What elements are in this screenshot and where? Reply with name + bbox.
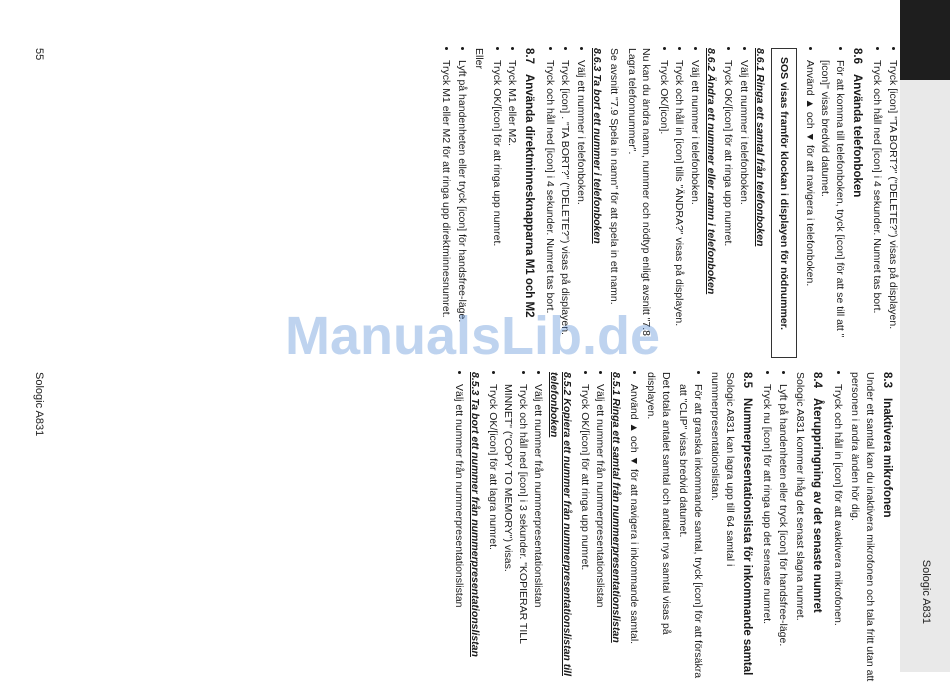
- watermark: ManualsLib.de: [285, 306, 661, 366]
- list-item: • Lyft på handenheten eller tryck [icon] för handsfree-läge.: [776, 384, 791, 682]
- section-heading: 8.5Nummerpresentationslista för inkommande samtal: [741, 372, 753, 676]
- list-item: • Tryck och håll ned [icon] i 4 sekunder. Numret tas bort.: [870, 60, 885, 358]
- list-item: • Tryck M1 eller M2 för att ringa upp direktminnesnumret.: [439, 60, 454, 358]
- paragraph: Se avsnitt "7.9 Spela in namn" för att spela in ett namn.: [608, 48, 621, 305]
- list-item: • Välj ett nummer i telefonboken.: [737, 60, 752, 358]
- list-item: • Tryck [icon] . "TA BORT?" ("DELETE?") visas på displayen.: [558, 60, 573, 358]
- paragraph: Det totala antalet samtal och antalet nya samtal visas på displayen.: [645, 372, 672, 635]
- list-item: • Använd ▲ och ▼ för att navigera i telefonboken.: [803, 60, 818, 358]
- section-heading: 8.7Använda direktminnesknapparna M1 och M2: [523, 48, 536, 318]
- list-item: • För att granska inkommande samtal, tryck [icon] för att försäkra att "CLIP" visas bredvid datumet.: [676, 384, 705, 682]
- list-item: • Tryck och håll in [icon] tills "ÄNDRA?" visas på displayen.: [672, 60, 687, 358]
- footer-model: Sologic A831: [33, 372, 45, 437]
- subsection-heading: 8.6.3 Ta bort ett nummer i telefonboken: [591, 48, 603, 244]
- list-item: • Tryck nu [icon] för att ringa upp det senaste numret.: [760, 384, 775, 682]
- chapter-tab: [900, 0, 950, 80]
- list-item: • Tryck OK/[icon] för att lagra numret.: [486, 384, 501, 682]
- list-item: • Tryck och håll in [icon] för att avaktivera mikrofonen.: [831, 384, 846, 682]
- paragraph: Nu kan du ändra namn, nummer och nödtyp enligt avsnitt "7.8 Lagra telefonnummer".: [626, 48, 653, 336]
- list-item: • Välj ett nummer från nummerpresentationslistan: [531, 384, 546, 682]
- sos-note-box: SOS visas framför klockan i displayen för nödnummer.: [771, 48, 798, 358]
- subsection-heading: 8.6.1 Ringa ett samtal från telefonboken: [754, 48, 766, 247]
- subsection-heading: 8.5.2 Kopiera ett nummer från nummerpresentationslistan till telefonboken: [548, 372, 574, 676]
- paragraph: Sologic A831 kan lagra upp till 64 samtal i nummerpresentationslistan.: [709, 372, 736, 567]
- list-item: • Välj ett nummer i telefonboken.: [688, 60, 703, 358]
- paragraph: Under ett samtal kan du inaktivera mikrofonen och tala fritt utan att personen i andra änden hör dig.: [849, 372, 876, 682]
- list-item: • Tryck OK/[icon].: [657, 60, 672, 358]
- paragraph: Sologic A831 kommer ihåg det senast slagna numret.: [794, 372, 807, 621]
- page-number: 55: [33, 48, 45, 61]
- top-list: [870, 48, 900, 358]
- list-item: • Tryck OK/[icon] för att ringa upp numret.: [721, 60, 736, 358]
- paragraph: Eller: [473, 48, 486, 70]
- header-model: Sologic A831: [920, 559, 932, 624]
- right-column: [449, 372, 900, 682]
- list-item: • Lyft på handenheten eller tryck [icon] för handsfree-läge.: [455, 60, 470, 358]
- header-bar: [900, 0, 950, 672]
- subsection-heading: 8.6.2 Ändra ett nummer eller namn i telefonboken: [705, 48, 717, 295]
- list-item: • Tryck OK/[icon] för att ringa upp numret.: [490, 60, 505, 358]
- list-item: • För att komma till telefonboken, tryck [icon] för att se till att "[icon]" visas bredvid datumet.: [818, 60, 847, 358]
- list-item: • Tryck OK/[icon] för att ringa upp numret.: [578, 384, 593, 682]
- list-item: • Tryck M1 eller M2.: [505, 60, 520, 358]
- section-heading: 8.6Använda telefonboken: [851, 48, 863, 198]
- list-item: • Tryck [icon] "TA BORT?" ("DELETE?") visas på displayen.: [886, 60, 901, 358]
- subsection-heading: 8.5.1 Ringa ett samtal från nummerpresentationslistan: [610, 372, 623, 643]
- list-item: • Använd ▲ och ▼ för att navigera i inkommande samtal.: [627, 384, 642, 682]
- section-heading: 8.4Återuppringning av det senaste numret: [811, 372, 824, 613]
- list-item: • Tryck och håll ned [icon] i 3 sekunder. "KOPIERAR TILL MINNET" ("COPY TO MEMORY") visas.: [501, 384, 530, 682]
- subsection-heading: 8.5.3 Ta bort ett nummer från nummerpresentationslistan: [469, 372, 482, 657]
- list-item: • Välj ett nummer i telefonboken.: [574, 60, 589, 358]
- list-item: • Välj ett nummer från nummerpresentationslistan: [452, 384, 467, 682]
- list-item: • Tryck och håll ned [icon] i 4 sekunder. Numret tas bort.: [543, 60, 558, 358]
- section-heading: 8.3Inaktivera mikrofonen: [881, 372, 893, 518]
- list-item: • Välj ett nummer från nummerpresentationslistan: [593, 384, 608, 682]
